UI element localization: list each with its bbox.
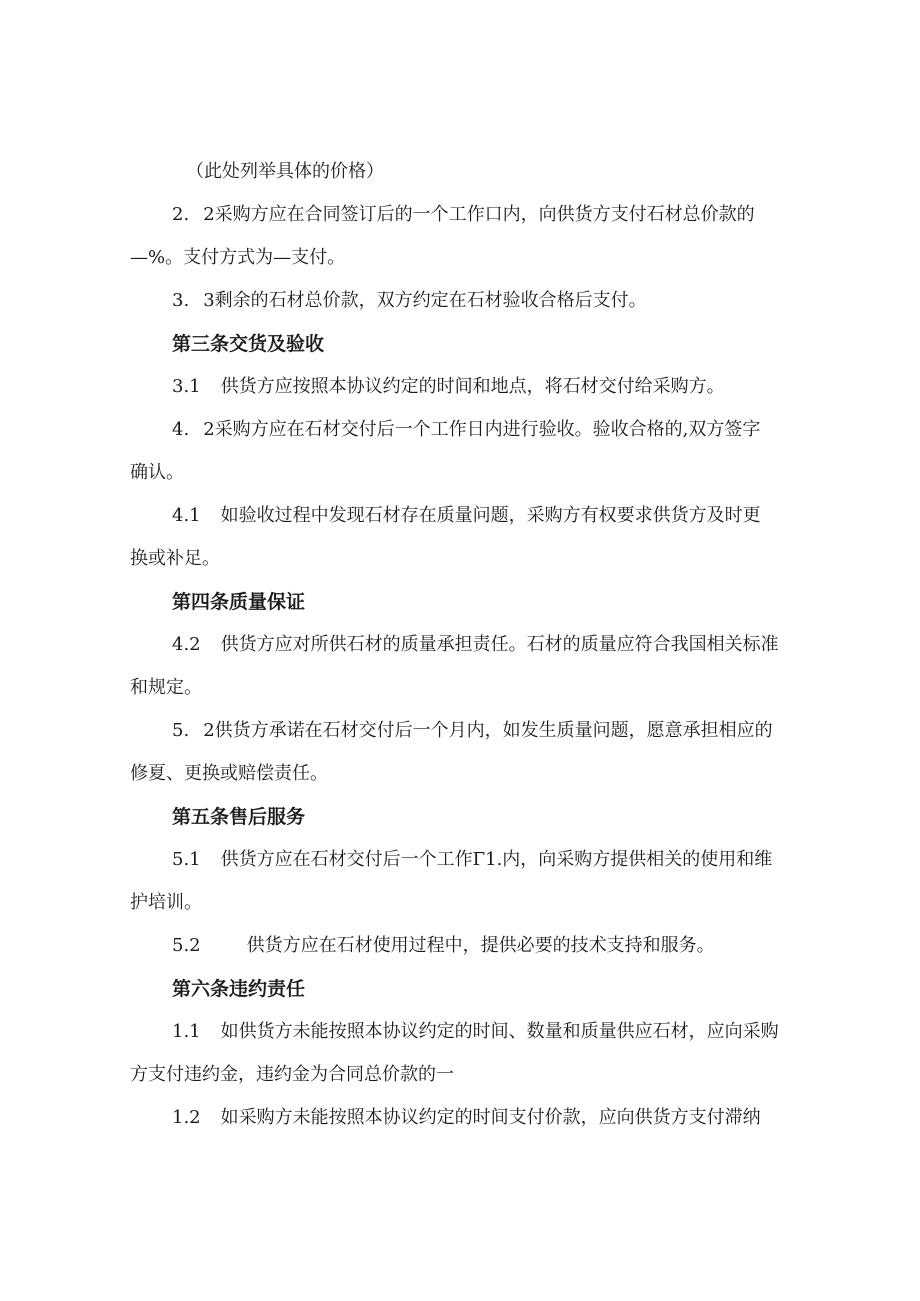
clause-number: 5.1: [172, 849, 201, 870]
clause-number: 4.1: [172, 505, 201, 526]
clause-4-1-line2: 换或补足。: [130, 548, 220, 569]
clause-4-2a-line2: 确认。: [130, 462, 184, 483]
clause-number: 1.1: [172, 1021, 201, 1042]
clause-4-2b-line1: 4.2 供货方应对所供石材的质量承担责任。石材的质量应符合我国相关标准: [172, 634, 779, 655]
section-heading-3: 第三条交货及验收: [172, 333, 325, 355]
clause-5-2a-line2: 修夏、更换或赔偿责任。: [130, 763, 328, 784]
clause-number: 1.2: [172, 1107, 201, 1128]
clause-1-1-line2: 方支付违约金，违约金为合同总价款的一: [130, 1064, 454, 1085]
clause-5-1-line2: 护培训。: [130, 892, 202, 913]
clause-5-2a-line1: 5. 2供货方承诺在石材交付后一个月内，如发生质量问题，愿意承担相应的: [172, 720, 773, 741]
clause-number: 5.: [172, 720, 190, 741]
clause-number: 3.1: [172, 376, 201, 397]
clause-number: 4.2: [172, 634, 201, 655]
clause-1-2-line1: 1.2 如采购方未能按照本协议约定的时间支付价款，应向供货方支付滞纳: [172, 1107, 761, 1128]
clause-3-3-line1: 3. 3剩余的石材总价款，双方约定在石材验收合格后支付。: [172, 290, 647, 311]
clause-4-2a-line1: 4. 2采购方应在石材交付后一个工作日内进行验收。验收合格的,双方签字: [172, 419, 761, 440]
clause-number: 4.: [172, 419, 190, 440]
clause-number: 3.: [172, 290, 190, 311]
clause-3-1-line1: 3.1 供货方应按照本协议约定的时间和地点，将石材交付给采购方。: [172, 376, 725, 397]
clause-5-2b-line1: 5.2 供货方应在石材使用过程中，提供必要的技术支持和服务。: [172, 935, 715, 956]
clause-1-1-line1: 1.1 如供货方未能按照本协议约定的时间、数量和质量供应石材，应向采购: [172, 1021, 779, 1042]
section-heading-5: 第五条售后服务: [172, 806, 306, 828]
section-heading-6: 第六条违约责任: [172, 978, 306, 1000]
clause-4-2b-line2: 和规定。: [130, 677, 202, 698]
clause-4-1-line1: 4.1 如验收过程中发现石材存在质量问题，采购方有权要求供货方及时更: [172, 505, 761, 526]
clause-2-2-line1: 2. 2采购方应在合同签订后的一个工作口内，向供货方支付石材总价款的: [172, 204, 755, 225]
section-heading-4: 第四条质量保证: [172, 591, 306, 613]
price-note: （此处列举具体的价格）: [186, 161, 384, 182]
clause-2-2-line2: —%。支付方式为—支付。: [130, 247, 346, 268]
clause-number: 5.2: [172, 935, 201, 956]
clause-number: 2.: [172, 204, 190, 225]
clause-5-1-line1: 5.1 供货方应在石材交付后一个工作Γ1.内，向采购方提供相关的使用和维: [172, 849, 773, 870]
